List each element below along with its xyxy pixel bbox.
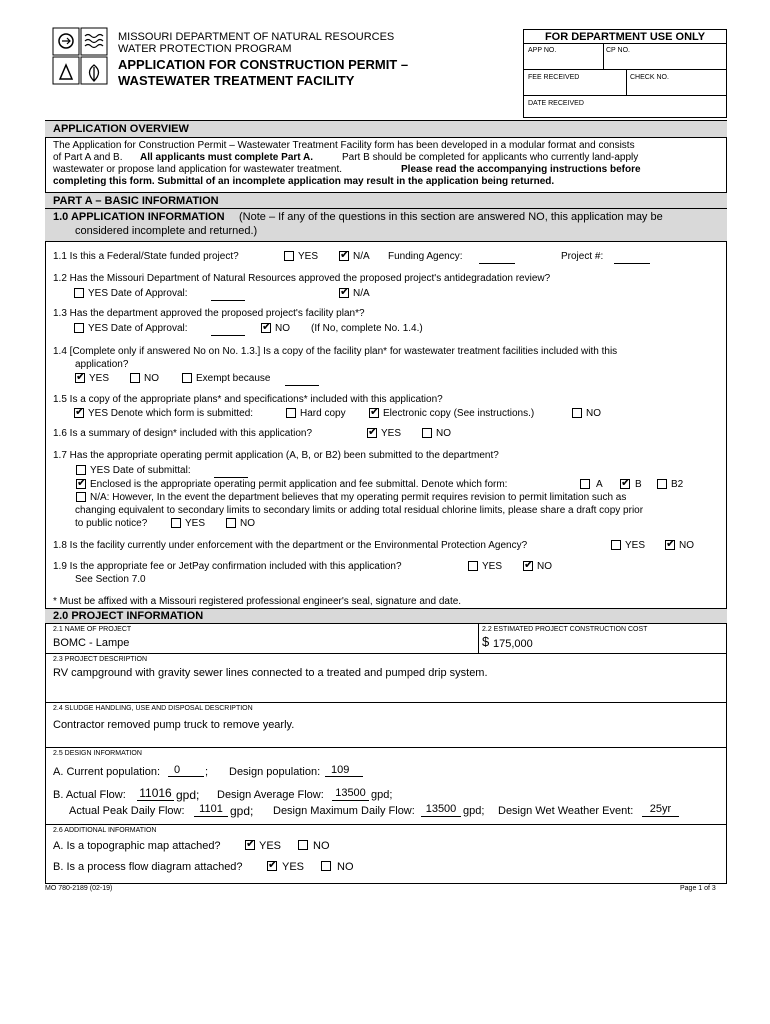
section-1-note: (Note – If any of the questions in this section are answered NO, this application may be <box>239 211 663 223</box>
q1-9-yes-checkbox[interactable] <box>468 561 478 571</box>
section-1-note-2: considered incomplete and returned.) <box>75 225 258 237</box>
topo-map-no-checkbox[interactable] <box>298 840 308 850</box>
q1-2-yes-label: YES Date of Approval: <box>88 288 188 299</box>
topo-map-no-label: NO <box>313 840 330 852</box>
peak-daily-flow-unit: gpd; <box>230 804 254 818</box>
q1-5-yes-label: YES Denote which form is submitted: <box>88 408 254 419</box>
q1-7-na-text-1: N/A: However, In the event the department believes that my operating permit requires revision to permit limitation such as <box>90 492 627 503</box>
q1-4-no-checkbox[interactable] <box>130 373 140 383</box>
design-avg-flow-label: Design Average Flow: <box>217 789 324 801</box>
project-description-value[interactable]: RV campground with gravity sewer lines connected to a treated and pumped drip system. <box>53 667 488 679</box>
q1-5-hard-copy-checkbox[interactable] <box>286 408 296 418</box>
overview-text-1: The Application for Construction Permit – Wastewater Treatment Facility form has been developed in a modular format and consists <box>53 140 635 151</box>
overview-text-2c: Part B should be completed for applicants who currently land-apply <box>342 152 639 163</box>
q1-7-form-b2-checkbox[interactable] <box>657 479 667 489</box>
peak-daily-flow-label: Actual Peak Daily Flow: <box>69 805 185 817</box>
date-received-label: DATE RECEIVED <box>528 100 584 107</box>
project-info-heading: 2.0 PROJECT INFORMATION <box>53 610 204 622</box>
q1-3-label: 1.3 Has the department approved the proposed project's facility plan*? <box>53 308 365 319</box>
project-description-label: 2.3 PROJECT DESCRIPTION <box>53 656 148 663</box>
flow-diagram-no-checkbox[interactable] <box>321 861 331 871</box>
q1-2-na-label: N/A <box>353 288 370 299</box>
app-no-label: APP NO. <box>528 47 557 54</box>
overview-text-3a: wastewater or propose land application for wastewater treatment. <box>53 164 343 175</box>
page-number: Page 1 of 3 <box>680 885 716 892</box>
q1-8-label: 1.8 Is the facility currently under enforcement with the department or the Environmental Protection Agency? <box>53 540 528 551</box>
q1-3-yes-checkbox[interactable] <box>74 323 84 333</box>
q1-6-no-label: NO <box>436 428 451 439</box>
flow-diagram-yes-checkbox[interactable] <box>267 861 277 871</box>
q1-5-no-label: NO <box>586 408 601 419</box>
q1-4-label-2: application? <box>75 359 129 370</box>
form-title-line2: WASTEWATER TREATMENT FACILITY <box>118 73 355 88</box>
q1-7-date-field[interactable] <box>214 464 248 478</box>
project-name-label: 2.1 NAME OF PROJECT <box>53 626 132 633</box>
q1-2-na-checkbox[interactable] <box>339 288 349 298</box>
q1-6-no-checkbox[interactable] <box>422 428 432 438</box>
funding-agency-field[interactable] <box>479 250 515 264</box>
q1-7-na-no-label: NO <box>240 518 255 529</box>
q1-3-note: (If No, complete No. 1.4.) <box>311 323 423 334</box>
q1-5-label: 1.5 Is a copy of the appropriate plans* and specifications* included with this application? <box>53 394 443 405</box>
form-title-line1: APPLICATION FOR CONSTRUCTION PERMIT – <box>118 57 409 72</box>
design-max-flow-label: Design Maximum Daily Flow: <box>273 805 415 817</box>
q1-2-date-field[interactable] <box>211 287 245 301</box>
q1-4-exempt-field[interactable] <box>285 372 319 386</box>
design-avg-flow-field[interactable]: 13500 <box>332 787 369 801</box>
q1-9-no-label: NO <box>537 561 552 572</box>
q1-7-form-b2-label: B2 <box>671 479 684 490</box>
q1-1-na-checkbox[interactable] <box>339 251 349 261</box>
q1-7-yes-checkbox[interactable] <box>76 465 86 475</box>
q1-7-form-b-label: B <box>635 479 642 490</box>
q1-5-no-checkbox[interactable] <box>572 408 582 418</box>
additional-info-label: 2.6 ADDITIONAL INFORMATION <box>53 827 157 834</box>
q1-7-na-no-checkbox[interactable] <box>226 518 236 528</box>
q1-7-form-a-checkbox[interactable] <box>580 479 590 489</box>
section-1-title: 1.0 APPLICATION INFORMATION <box>53 211 225 223</box>
q1-1-yes-checkbox[interactable] <box>284 251 294 261</box>
q1-7-na-text-3: to public notice? <box>75 518 148 529</box>
q1-3-date-field[interactable] <box>211 322 245 336</box>
design-max-flow-unit: gpd; <box>463 805 485 817</box>
q1-8-yes-label: YES <box>625 540 646 551</box>
project-number-field[interactable] <box>614 250 650 264</box>
topo-map-yes-checkbox[interactable] <box>245 840 255 850</box>
cp-no-label: CP NO. <box>606 47 630 54</box>
fee-received-label: FEE RECEIVED <box>528 74 580 81</box>
q1-8-yes-checkbox[interactable] <box>611 540 621 550</box>
project-name-value[interactable]: BOMC - Lampe <box>53 637 130 649</box>
sludge-value[interactable]: Contractor removed pump truck to remove yearly. <box>53 719 295 731</box>
q1-5-electronic-checkbox[interactable] <box>369 408 379 418</box>
q1-3-no-checkbox[interactable] <box>261 323 271 333</box>
overview-text-4: completing this form. Submittal of an incomplete application may result in the application being returned. <box>53 176 555 187</box>
q1-7-form-a-label: A <box>596 479 603 490</box>
q1-7-na-yes-checkbox[interactable] <box>171 518 181 528</box>
footnote-engineer-seal: * Must be affixed with a Missouri registered professional engineer's seal, signature and date. <box>53 596 462 607</box>
overview-text-2b: All applicants must complete Part A. <box>140 152 314 163</box>
q1-8-no-label: NO <box>679 540 694 551</box>
agency-logo <box>52 27 108 85</box>
project-cost-value[interactable]: 175,000 <box>493 638 533 650</box>
q1-7-label: 1.7 Has the appropriate operating permit application (A, B, or B2) been submitted to the department? <box>53 450 499 461</box>
flow-diagram-label: B. Is a process flow diagram attached? <box>53 861 243 873</box>
project-cost-symbol: $ <box>482 634 490 649</box>
q1-9-see-section: See Section 7.0 <box>75 574 146 585</box>
q1-5-yes-checkbox[interactable] <box>74 408 84 418</box>
q1-6-yes-label: YES <box>381 428 402 439</box>
check-no-label: CHECK NO. <box>630 74 669 81</box>
q1-6-label: 1.6 Is a summary of design* included with this application? <box>53 428 313 439</box>
q1-9-yes-label: YES <box>482 561 503 572</box>
wet-weather-label: Design Wet Weather Event: <box>498 805 634 817</box>
q1-3-yes-label: YES Date of Approval: <box>88 323 188 334</box>
design-avg-flow-unit: gpd; <box>371 789 393 801</box>
design-info-label: 2.5 DESIGN INFORMATION <box>53 750 142 757</box>
q1-8-no-checkbox[interactable] <box>665 540 675 550</box>
q1-1-label: 1.1 Is this a Federal/State funded project? <box>53 251 239 262</box>
q1-4-yes-label: YES <box>89 373 110 384</box>
q1-7-enclosed-checkbox[interactable] <box>76 479 86 489</box>
design-population-label: Design population: <box>229 766 321 778</box>
actual-flow-unit: gpd; <box>176 788 200 802</box>
q1-7-na-text-2: changing equivalent to secondary limits to secondary limits or adding total residual chlorine limits, please share a draft copy prior <box>75 505 644 516</box>
overview-heading: APPLICATION OVERVIEW <box>53 123 189 135</box>
q1-4-exempt-checkbox[interactable] <box>182 373 192 383</box>
current-population-label: A. Current population: <box>53 766 161 778</box>
funding-agency-label: Funding Agency: <box>388 251 463 262</box>
project-cost-label: 2.2 ESTIMATED PROJECT CONSTRUCTION COST <box>482 626 648 633</box>
q1-1-na-label: N/A <box>353 251 370 262</box>
topo-map-label: A. Is a topographic map attached? <box>53 840 221 852</box>
design-max-flow-field[interactable]: 13500 <box>421 803 461 817</box>
q1-5-hard-copy-label: Hard copy <box>300 408 346 419</box>
q1-9-no-checkbox[interactable] <box>523 561 533 571</box>
actual-flow-label: B. Actual Flow: <box>53 789 126 801</box>
q1-5-electronic-label: Electronic copy (See instructions.) <box>383 408 535 419</box>
peak-daily-flow-field[interactable]: 1101 <box>194 803 228 817</box>
q1-1-yes-label: YES <box>298 251 319 262</box>
current-population-field[interactable]: 0 <box>168 764 204 777</box>
q1-7-na-checkbox[interactable] <box>76 492 86 502</box>
flow-diagram-no-label: NO <box>337 861 354 873</box>
form-number: MO 780-2189 (02-19) <box>45 885 113 892</box>
sludge-label: 2.4 SLUDGE HANDLING, USE AND DISPOSAL DESCRIPTION <box>53 705 253 712</box>
q1-4-label: 1.4 [Complete only if answered No on No. 1.3.] Is a copy of the facility plan* for wastewater treatment facilities included with this <box>53 346 618 357</box>
agency-name: MISSOURI DEPARTMENT OF NATURAL RESOURCES <box>118 31 395 43</box>
q1-2-yes-checkbox[interactable] <box>74 288 84 298</box>
q1-7-enclosed-label: Enclosed is the appropriate operating permit application and fee submittal. Denote which form: <box>90 479 508 490</box>
q1-6-yes-checkbox[interactable] <box>367 428 377 438</box>
department-use-box <box>523 29 727 118</box>
program-name: WATER PROTECTION PROGRAM <box>118 43 292 55</box>
flow-diagram-yes-label: YES <box>282 861 305 873</box>
q1-7-na-yes-label: YES <box>185 518 206 529</box>
part-a-heading: PART A – BASIC INFORMATION <box>53 195 219 207</box>
department-use-title: FOR DEPARTMENT USE ONLY <box>544 31 706 43</box>
wet-weather-field[interactable]: 25yr <box>642 803 679 817</box>
overview-text-3b: Please read the accompanying instructions before <box>401 164 641 175</box>
current-population-semicolon: ; <box>205 766 209 778</box>
q1-2-label: 1.2 Has the Missouri Department of Natural Resources approved the proposed project's antidegradation review? <box>53 273 551 284</box>
q1-4-yes-checkbox[interactable] <box>75 373 85 383</box>
q1-4-no-label: NO <box>144 373 159 384</box>
topo-map-yes-label: YES <box>259 840 282 852</box>
design-population-field[interactable]: 109 <box>325 764 363 777</box>
actual-flow-field[interactable]: 11016 <box>137 787 174 801</box>
overview-text-2a: of Part A and B. <box>53 152 123 163</box>
project-number-label: Project #: <box>561 251 604 262</box>
q1-4-exempt-label: Exempt because <box>196 373 271 384</box>
q1-3-no-label: NO <box>275 323 290 334</box>
q1-9-label: 1.9 Is the appropriate fee or JetPay confirmation included with this application? <box>53 561 402 572</box>
q1-7-yes-label: YES Date of submittal: <box>90 465 191 476</box>
q1-7-form-b-checkbox[interactable] <box>620 479 630 489</box>
